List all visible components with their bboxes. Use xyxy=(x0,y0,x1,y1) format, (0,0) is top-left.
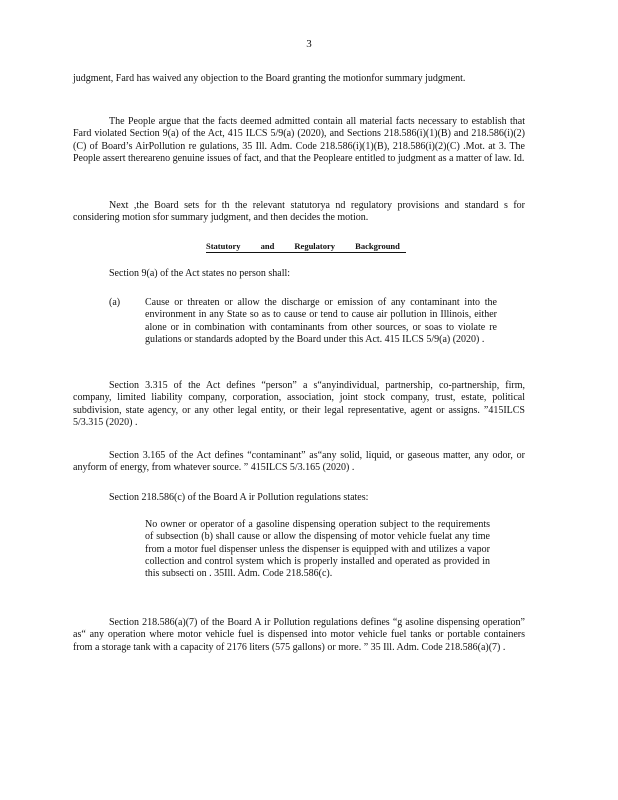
paragraph-section-9a-intro: Section 9(a) of the Act states no person shall: xyxy=(109,268,291,279)
paragraph-section-9a-text: Cause or threaten or allow the discharge or emission of any contaminant into the environment in any State so as to cause or tend to cause air pollution in Illinois, either alone or in combination with contaminants from other sources, or soas to violate re gulations or standards adopted by the Board under this Act. 415 ILCS 5/9(a) (2020) . xyxy=(145,297,497,345)
page-number: 3 xyxy=(306,38,312,50)
paragraph-contaminant-definition: Section 3.165 of the Act defines “contaminant” as“any solid, liquid, or gaseous matter, any odor, or anyform of energy, from whatever source. ” 415ILCS 5/3.165 (2020) . xyxy=(73,450,525,474)
paragraph-people-argue: The People argue that the facts deemed admitted contain all material facts necessary to establish that Fard violated Section 9(a) of the Act, 415 ILCS 5/9(a) (2020), and Sections 218.586(i)(1)(B) and 218.586(i)(2)(C) of Board’s AirPollution re gulations, 35 Ill. Adm. Code 218.586(i)(1)(B), 218.586(i)(2)(C) .Mot. at 3. The People assert thereareno genuine issues of fact, and that the Peopleare entitled to judgment as a matter of law. Id. xyxy=(73,116,525,164)
paragraph-person-definition: Section 3.315 of the Act defines “person” a s“anyindividual, partnership, co-partnership, firm, company, limited liability company, corporation, association, joint stock company, trust, estate, political subdivision, state agency, or any other legal entity, or their legal representative, agent or assigns. ”415ILCS 5/3.315 (2020) . xyxy=(73,380,525,428)
paragraph-218-586c-intro: Section 218.586(c) of the Board A ir Pollution regulations states: xyxy=(109,492,369,503)
paragraph-waiver: judgment, Fard has waived any objection to the Board granting the motionfor summary judgment. xyxy=(73,73,466,84)
list-label-a: (a) xyxy=(109,297,121,308)
section-heading: Statutory and Regulatory Background xyxy=(206,241,406,253)
paragraph-gasoline-dispensing-definition: Section 218.586(a)(7) of the Board A ir Pollution regulations defines “g asoline dispensing operation” as“ any operation where motor vehicle fuel is dispensed into motor vehicle fuel tanks or portable containers from a storage tank with a capacity of 2176 liters (575 gallons) or more. ” 35 Ill. Adm. Code 218.586(a)(7) . xyxy=(73,617,525,653)
paragraph-next-board: Next ,the Board sets for th the relevant statutorya nd regulatory provisions and standard s for considering motion sfor summary judgment, and then decides the motion. xyxy=(73,200,525,224)
block-quote-218-586c: No owner or operator of a gasoline dispensing operation subject to the requirements of subsection (b) shall cause or allow the dispensing of motor vehicle fuelat any time from a motor fuel dispenser unless the dispenser is equipped with and utilizes a vapor collection and control system which is properly installed and operated as provided in this subsecti on . 35Ill. Adm. Code 218.586(c). xyxy=(145,519,490,580)
